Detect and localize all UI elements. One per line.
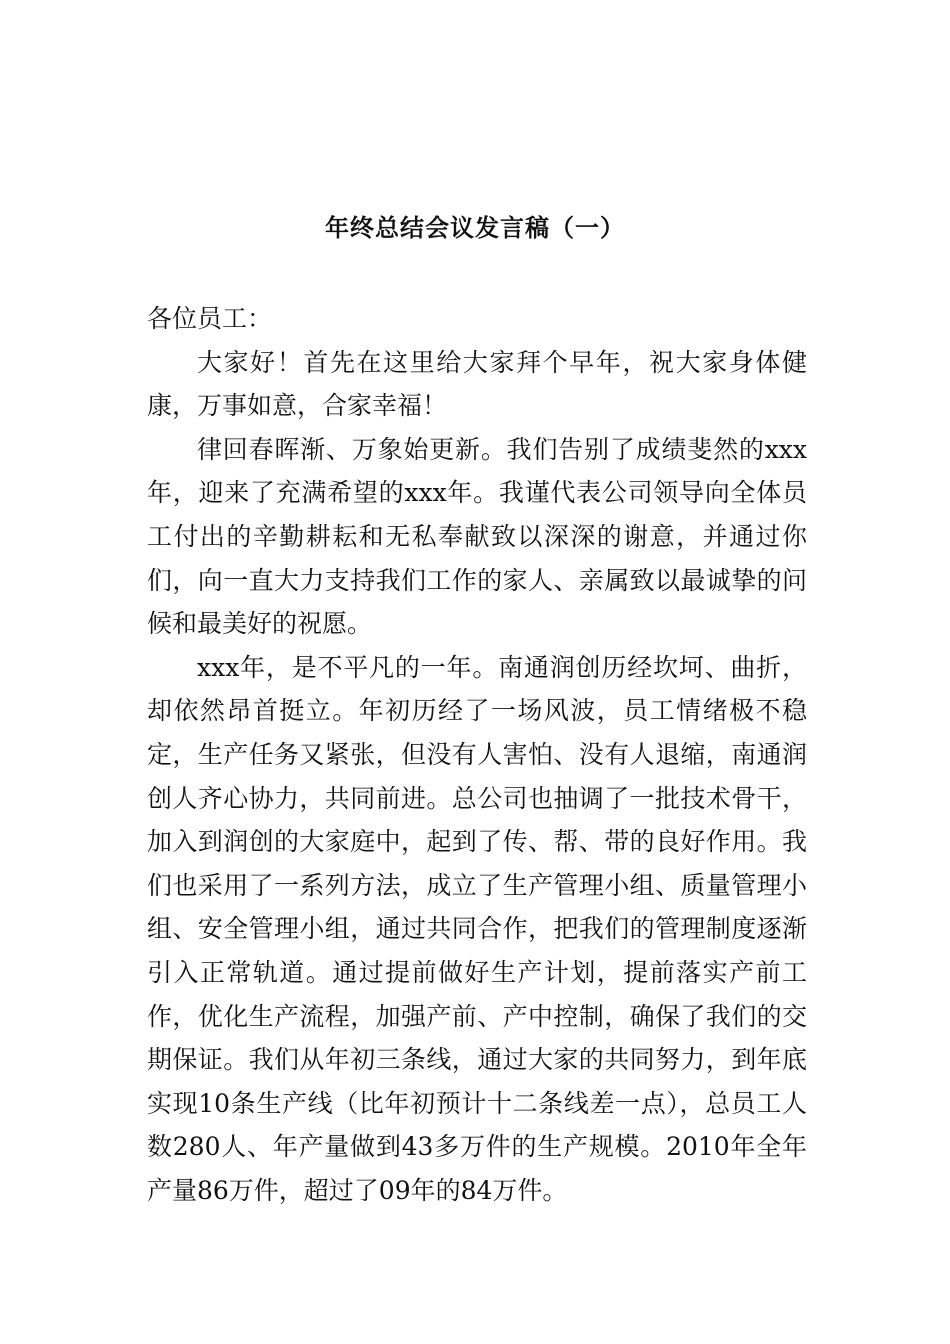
salutation: 各位员工： xyxy=(147,304,273,333)
document-title: 年终总结会议发言稿（一） xyxy=(325,214,625,242)
paragraph-greeting: 大家好！首先在这里给大家拜个早年，祝大家身体健康，万事如意，合家幸福！ xyxy=(147,347,807,421)
paragraph-thanks: 律回春晖渐、万象始更新。我们告别了成绩斐然的xxx年，迎来了充满希望的xxx年。我谨代表公司领导向全体员工付出的辛勤耕耘和无私奉献致以深深的谢意，并通过你们，向一直大力支持我们工作的家人、亲属致以最诚挚的问候和最美好的祝愿。 xyxy=(147,434,807,639)
paragraph-review: xxx年，是不平凡的一年。南通润创历经坎坷、曲折，却依然昂首挺立。年初历经了一场风波，员工情绪极不稳定，生产任务又紧张，但没有人害怕、没有人退缩，南通润创人齐心协力，共同前进。总公司也抽调了一批技术骨干，加入到润创的大家庭中，起到了传、帮、带的良好作用。我们也采用了一系列方法，成立了生产管理小组、质量管理小组、安全管理小组，通过共同合作，把我们的管理制度逐渐引入正常轨道。通过提前做好生产计划，提前落实产前工作，优化生产流程，加强产前、产中控制，确保了我们的交期保证。我们从年初三条线，通过大家的共同努力，到年底实现10条生产线（比年初预计十二条线差一点），总员工人数280人、年产量做到43多万件的生产规模。2010年全年产量86万件，超过了09年的84万件。 xyxy=(147,652,807,1205)
document-body xyxy=(147,297,807,1212)
